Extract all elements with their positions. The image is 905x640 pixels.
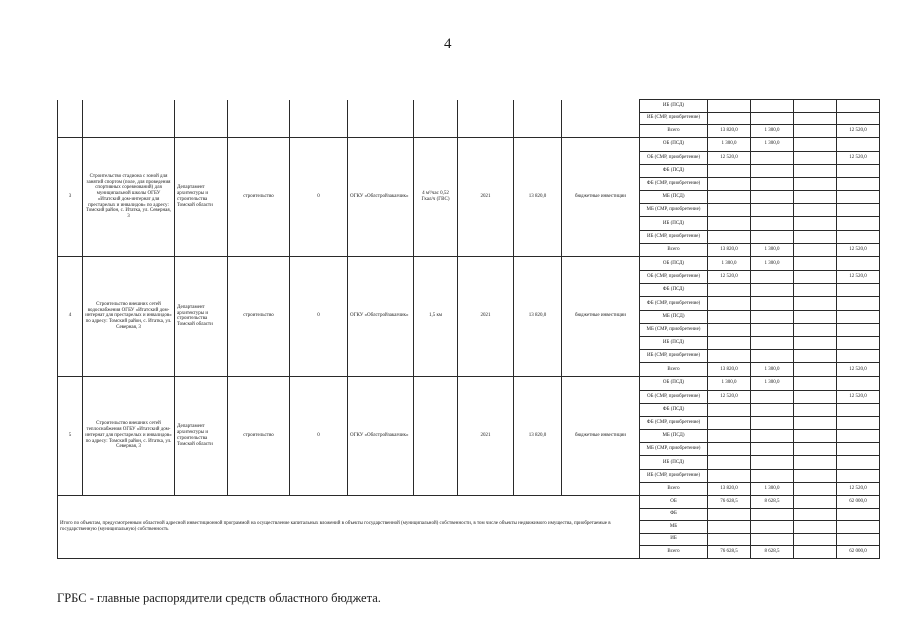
year3-cell (837, 443, 880, 456)
funding-source-cell: МБ (СМР, приобретение) (640, 323, 708, 336)
total-cell (708, 217, 751, 230)
continued-cell (228, 100, 290, 138)
total-cell (708, 430, 751, 443)
year1-cell (751, 100, 794, 113)
customer-cell: ОГКУ «Облстройзаказчик» (348, 376, 414, 496)
year3-cell (837, 137, 880, 151)
funding-source-cell: ФБ (ПСД) (640, 284, 708, 297)
year1-cell (751, 443, 794, 456)
year1-cell (751, 164, 794, 177)
funding-source-cell: МБ (СМР, приобретение) (640, 443, 708, 456)
year1-cell: 1 300,0 (751, 243, 794, 256)
funding-source-cell: ФБ (СМР, приобретение) (640, 297, 708, 310)
funding-source-cell: ОБ (ПСД) (640, 137, 708, 151)
funding-source-cell: ИБ (ПСД) (640, 336, 708, 349)
year1-cell (751, 350, 794, 363)
funding-source-cell: ФБ (ПСД) (640, 164, 708, 177)
capacity-cell: 4 м³/час 0,52 Гкал/ч (ГВС) (414, 137, 458, 257)
funding-source-cell: ИБ (640, 533, 708, 546)
year1-cell (751, 390, 794, 403)
funding-source-cell: ФБ (СМР, приобретение) (640, 416, 708, 429)
year3-cell (837, 508, 880, 521)
total-cell (708, 177, 751, 190)
year-cell: 2021 (458, 257, 514, 377)
row-number: 4 (58, 257, 83, 377)
funding-source-cell: ИБ (ПСД) (640, 100, 708, 113)
year3-cell: 12 520,0 (837, 482, 880, 495)
year1-cell (751, 336, 794, 349)
year2-cell (794, 100, 837, 113)
total-cell (708, 297, 751, 310)
total-cell (708, 164, 751, 177)
funding-source-cell: МБ (640, 521, 708, 534)
customer-cell: ОГКУ «Облстройзаказчик» (348, 137, 414, 257)
year2-cell (794, 243, 837, 256)
year3-cell: 12 520,0 (837, 243, 880, 256)
total-cell (708, 416, 751, 429)
year1-cell (751, 112, 794, 125)
funding-source-cell: ФБ (ПСД) (640, 403, 708, 416)
source-type-cell: бюджетные инвестиции (562, 137, 640, 257)
year2-cell (794, 271, 837, 284)
total-cell (708, 456, 751, 469)
year1-cell (751, 151, 794, 164)
grbs-cell: Департамент архитектуры и строительства Томской области (175, 257, 228, 377)
customer-cell: ОГКУ «Облстройзаказчик» (348, 257, 414, 377)
continued-cell (58, 100, 83, 138)
year3-cell (837, 257, 880, 271)
work-type-cell: строительство (228, 376, 290, 496)
year1-cell (751, 521, 794, 534)
total-cell (708, 284, 751, 297)
source-type-cell: бюджетные инвестиции (562, 376, 640, 496)
funding-source-cell: МБ (ПСД) (640, 430, 708, 443)
total-cell (708, 508, 751, 521)
funding-source-cell: Всего (640, 363, 708, 376)
year3-cell (837, 112, 880, 125)
year1-cell: 1 300,0 (751, 137, 794, 151)
year3-cell (837, 177, 880, 190)
total-cell (708, 469, 751, 482)
year3-cell (837, 376, 880, 390)
total-cell (708, 521, 751, 534)
year1-cell (751, 230, 794, 243)
total-cell (708, 533, 751, 546)
estimated-cost-cell: 13 820,0 (514, 376, 562, 496)
total-cell: 76 628,5 (708, 496, 751, 509)
funding-source-cell: ИБ (СМР, приобретение) (640, 469, 708, 482)
year3-cell (837, 217, 880, 230)
year3-cell (837, 336, 880, 349)
funding-source-cell: ОБ (СМР, приобретение) (640, 151, 708, 164)
summary-row (58, 496, 880, 509)
grbs-cell: Департамент архитектуры и строительства Томской области (175, 137, 228, 257)
year1-cell (751, 323, 794, 336)
year2-cell (794, 469, 837, 482)
year3-cell (837, 323, 880, 336)
year1-cell (751, 204, 794, 217)
year3-cell (837, 310, 880, 323)
year1-cell (751, 177, 794, 190)
year2-cell (794, 112, 837, 125)
year2-cell (794, 456, 837, 469)
year3-cell (837, 230, 880, 243)
year2-cell (794, 546, 837, 559)
year2-cell (794, 350, 837, 363)
total-cell: 1 300,0 (708, 376, 751, 390)
year1-cell: 1 300,0 (751, 376, 794, 390)
page-number: 4 (444, 36, 452, 52)
table-row (58, 100, 880, 113)
object-name: Строительство внешних сетей теплоснабжения ОГБУ «Итатский дом-интернат для престарелых и инвалидов» по адресу: Томский район, с. Итатка, ул. Северная, 3 (83, 376, 175, 496)
funding-source-cell: ОБ (640, 496, 708, 509)
total-cell (708, 204, 751, 217)
table-row (58, 257, 880, 271)
summary-label: Итого по объектам, предусмотренным областной адресной инвестиционной программой на осуществление капитальных вложений в объекты государственной (муниципальной) собственности, в том числе объекты недвижимого имущества, приобретаемые в государственную (муниципальную) собственность (58, 496, 640, 559)
funding-source-cell: ИБ (ПСД) (640, 217, 708, 230)
year3-cell (837, 416, 880, 429)
year3-cell (837, 100, 880, 113)
object-name: Строительство внешних сетей водоснабжения ОГБУ «Итатский дом-интернат для престарелых и инвалидов» по адресу: Томский район, с. Итатка, ул. Северная, 3 (83, 257, 175, 377)
total-cell (708, 323, 751, 336)
estimated-cost-cell: 13 820,0 (514, 137, 562, 257)
year2-cell (794, 496, 837, 509)
funding-source-cell: Всего (640, 546, 708, 559)
funding-source-cell: ИБ (ПСД) (640, 456, 708, 469)
continued-cell (458, 100, 514, 138)
year1-cell: 8 628,5 (751, 496, 794, 509)
table-row (58, 376, 880, 390)
year1-cell: 1 300,0 (751, 125, 794, 138)
continued-cell (83, 100, 175, 138)
year1-cell: 1 300,0 (751, 363, 794, 376)
year2-cell (794, 151, 837, 164)
total-cell: 76 628,5 (708, 546, 751, 559)
year2-cell (794, 508, 837, 521)
year1-cell (751, 416, 794, 429)
continued-cell (290, 100, 348, 138)
total-cell: 12 520,0 (708, 151, 751, 164)
funding-source-cell: ИБ (СМР, приобретение) (640, 350, 708, 363)
continued-cell (175, 100, 228, 138)
total-cell: 1 300,0 (708, 137, 751, 151)
year1-cell: 1 300,0 (751, 482, 794, 495)
year2-cell (794, 191, 837, 204)
year3-cell (837, 533, 880, 546)
year-cell: 2021 (458, 376, 514, 496)
year2-cell (794, 177, 837, 190)
capacity-cell (414, 376, 458, 496)
year2-cell (794, 310, 837, 323)
year2-cell (794, 533, 837, 546)
year3-cell: 12 520,0 (837, 125, 880, 138)
year3-cell (837, 297, 880, 310)
funding-source-cell: Всего (640, 482, 708, 495)
total-cell (708, 112, 751, 125)
funding-source-cell: ОБ (СМР, приобретение) (640, 390, 708, 403)
table-row (58, 137, 880, 151)
grbs-cell: Департамент архитектуры и строительства Томской области (175, 376, 228, 496)
year2-cell (794, 403, 837, 416)
year2-cell (794, 204, 837, 217)
year2-cell (794, 376, 837, 390)
year3-cell: 12 520,0 (837, 271, 880, 284)
year1-cell (751, 217, 794, 230)
year2-cell (794, 284, 837, 297)
row-number: 3 (58, 137, 83, 257)
year2-cell (794, 217, 837, 230)
funding-source-cell: ФБ (СМР, приобретение) (640, 177, 708, 190)
funding-source-cell: ИБ (СМР, приобретение) (640, 112, 708, 125)
funding-source-cell: МБ (ПСД) (640, 310, 708, 323)
year2-cell (794, 336, 837, 349)
year1-cell (751, 271, 794, 284)
total-cell (708, 336, 751, 349)
footnote: ГРБС - главные распорядители средств областного бюджета. (57, 591, 381, 605)
year1-cell (751, 508, 794, 521)
funding-source-cell: ОБ (ПСД) (640, 376, 708, 390)
funding-source-cell: ОБ (ПСД) (640, 257, 708, 271)
year2-cell (794, 137, 837, 151)
year1-cell (751, 297, 794, 310)
source-type-cell: бюджетные инвестиции (562, 257, 640, 377)
year3-cell: 62 000,0 (837, 546, 880, 559)
total-cell: 13 820,0 (708, 482, 751, 495)
year1-cell (751, 469, 794, 482)
year2-cell (794, 323, 837, 336)
continued-cell (414, 100, 458, 138)
year1-cell (751, 403, 794, 416)
year2-cell (794, 416, 837, 429)
total-cell (708, 310, 751, 323)
investment-table (57, 99, 880, 559)
year2-cell (794, 297, 837, 310)
year3-cell (837, 164, 880, 177)
total-cell (708, 350, 751, 363)
total-cell: 12 520,0 (708, 390, 751, 403)
year3-cell (837, 521, 880, 534)
total-cell (708, 191, 751, 204)
funding-source-cell: МБ (СМР, приобретение) (640, 204, 708, 217)
year2-cell (794, 125, 837, 138)
funding-source-cell: ОБ (СМР, приобретение) (640, 271, 708, 284)
zero-cell: 0 (290, 257, 348, 377)
work-type-cell: строительство (228, 137, 290, 257)
total-cell (708, 443, 751, 456)
object-name: Строительство стадиона с зоной для занятий спортом (поле, для проведения спортивных соревнований) для муниципальной школы ОГБУ «Итатский дом-интернат для престарелых и инвалидов» по адресу: Томский район, с. Итатка, ул. Северная, 3 (83, 137, 175, 257)
total-cell: 13 820,0 (708, 363, 751, 376)
zero-cell: 0 (290, 376, 348, 496)
funding-source-cell: ФБ (640, 508, 708, 521)
year1-cell (751, 533, 794, 546)
capacity-cell: 1,5 км (414, 257, 458, 377)
year3-cell: 12 520,0 (837, 390, 880, 403)
estimated-cost-cell: 13 820,0 (514, 257, 562, 377)
year3-cell: 62 000,0 (837, 496, 880, 509)
year2-cell (794, 482, 837, 495)
total-cell (708, 230, 751, 243)
zero-cell: 0 (290, 137, 348, 257)
total-cell (708, 403, 751, 416)
year3-cell (837, 403, 880, 416)
year2-cell (794, 230, 837, 243)
year3-cell (837, 204, 880, 217)
year1-cell (751, 191, 794, 204)
total-cell: 12 520,0 (708, 271, 751, 284)
year2-cell (794, 257, 837, 271)
year3-cell: 12 520,0 (837, 363, 880, 376)
year3-cell (837, 469, 880, 482)
year1-cell (751, 284, 794, 297)
year2-cell (794, 443, 837, 456)
funding-source-cell: ИБ (СМР, приобретение) (640, 230, 708, 243)
continued-cell (562, 100, 640, 138)
year2-cell (794, 521, 837, 534)
year2-cell (794, 164, 837, 177)
year-cell: 2021 (458, 137, 514, 257)
continued-cell (514, 100, 562, 138)
year2-cell (794, 363, 837, 376)
work-type-cell: строительство (228, 257, 290, 377)
year3-cell (837, 191, 880, 204)
year3-cell (837, 284, 880, 297)
row-number: 5 (58, 376, 83, 496)
year3-cell: 12 520,0 (837, 151, 880, 164)
year1-cell: 1 300,0 (751, 257, 794, 271)
year1-cell (751, 430, 794, 443)
funding-source-cell: МБ (ПСД) (640, 191, 708, 204)
funding-source-cell: Всего (640, 125, 708, 138)
year1-cell (751, 310, 794, 323)
total-cell: 1 300,0 (708, 257, 751, 271)
continued-cell (348, 100, 414, 138)
total-cell: 13 820,0 (708, 243, 751, 256)
year2-cell (794, 390, 837, 403)
year1-cell: 8 628,5 (751, 546, 794, 559)
total-cell (708, 100, 751, 113)
year3-cell (837, 430, 880, 443)
funding-source-cell: Всего (640, 243, 708, 256)
year1-cell (751, 456, 794, 469)
year3-cell (837, 350, 880, 363)
year2-cell (794, 430, 837, 443)
total-cell: 13 820,0 (708, 125, 751, 138)
year3-cell (837, 456, 880, 469)
